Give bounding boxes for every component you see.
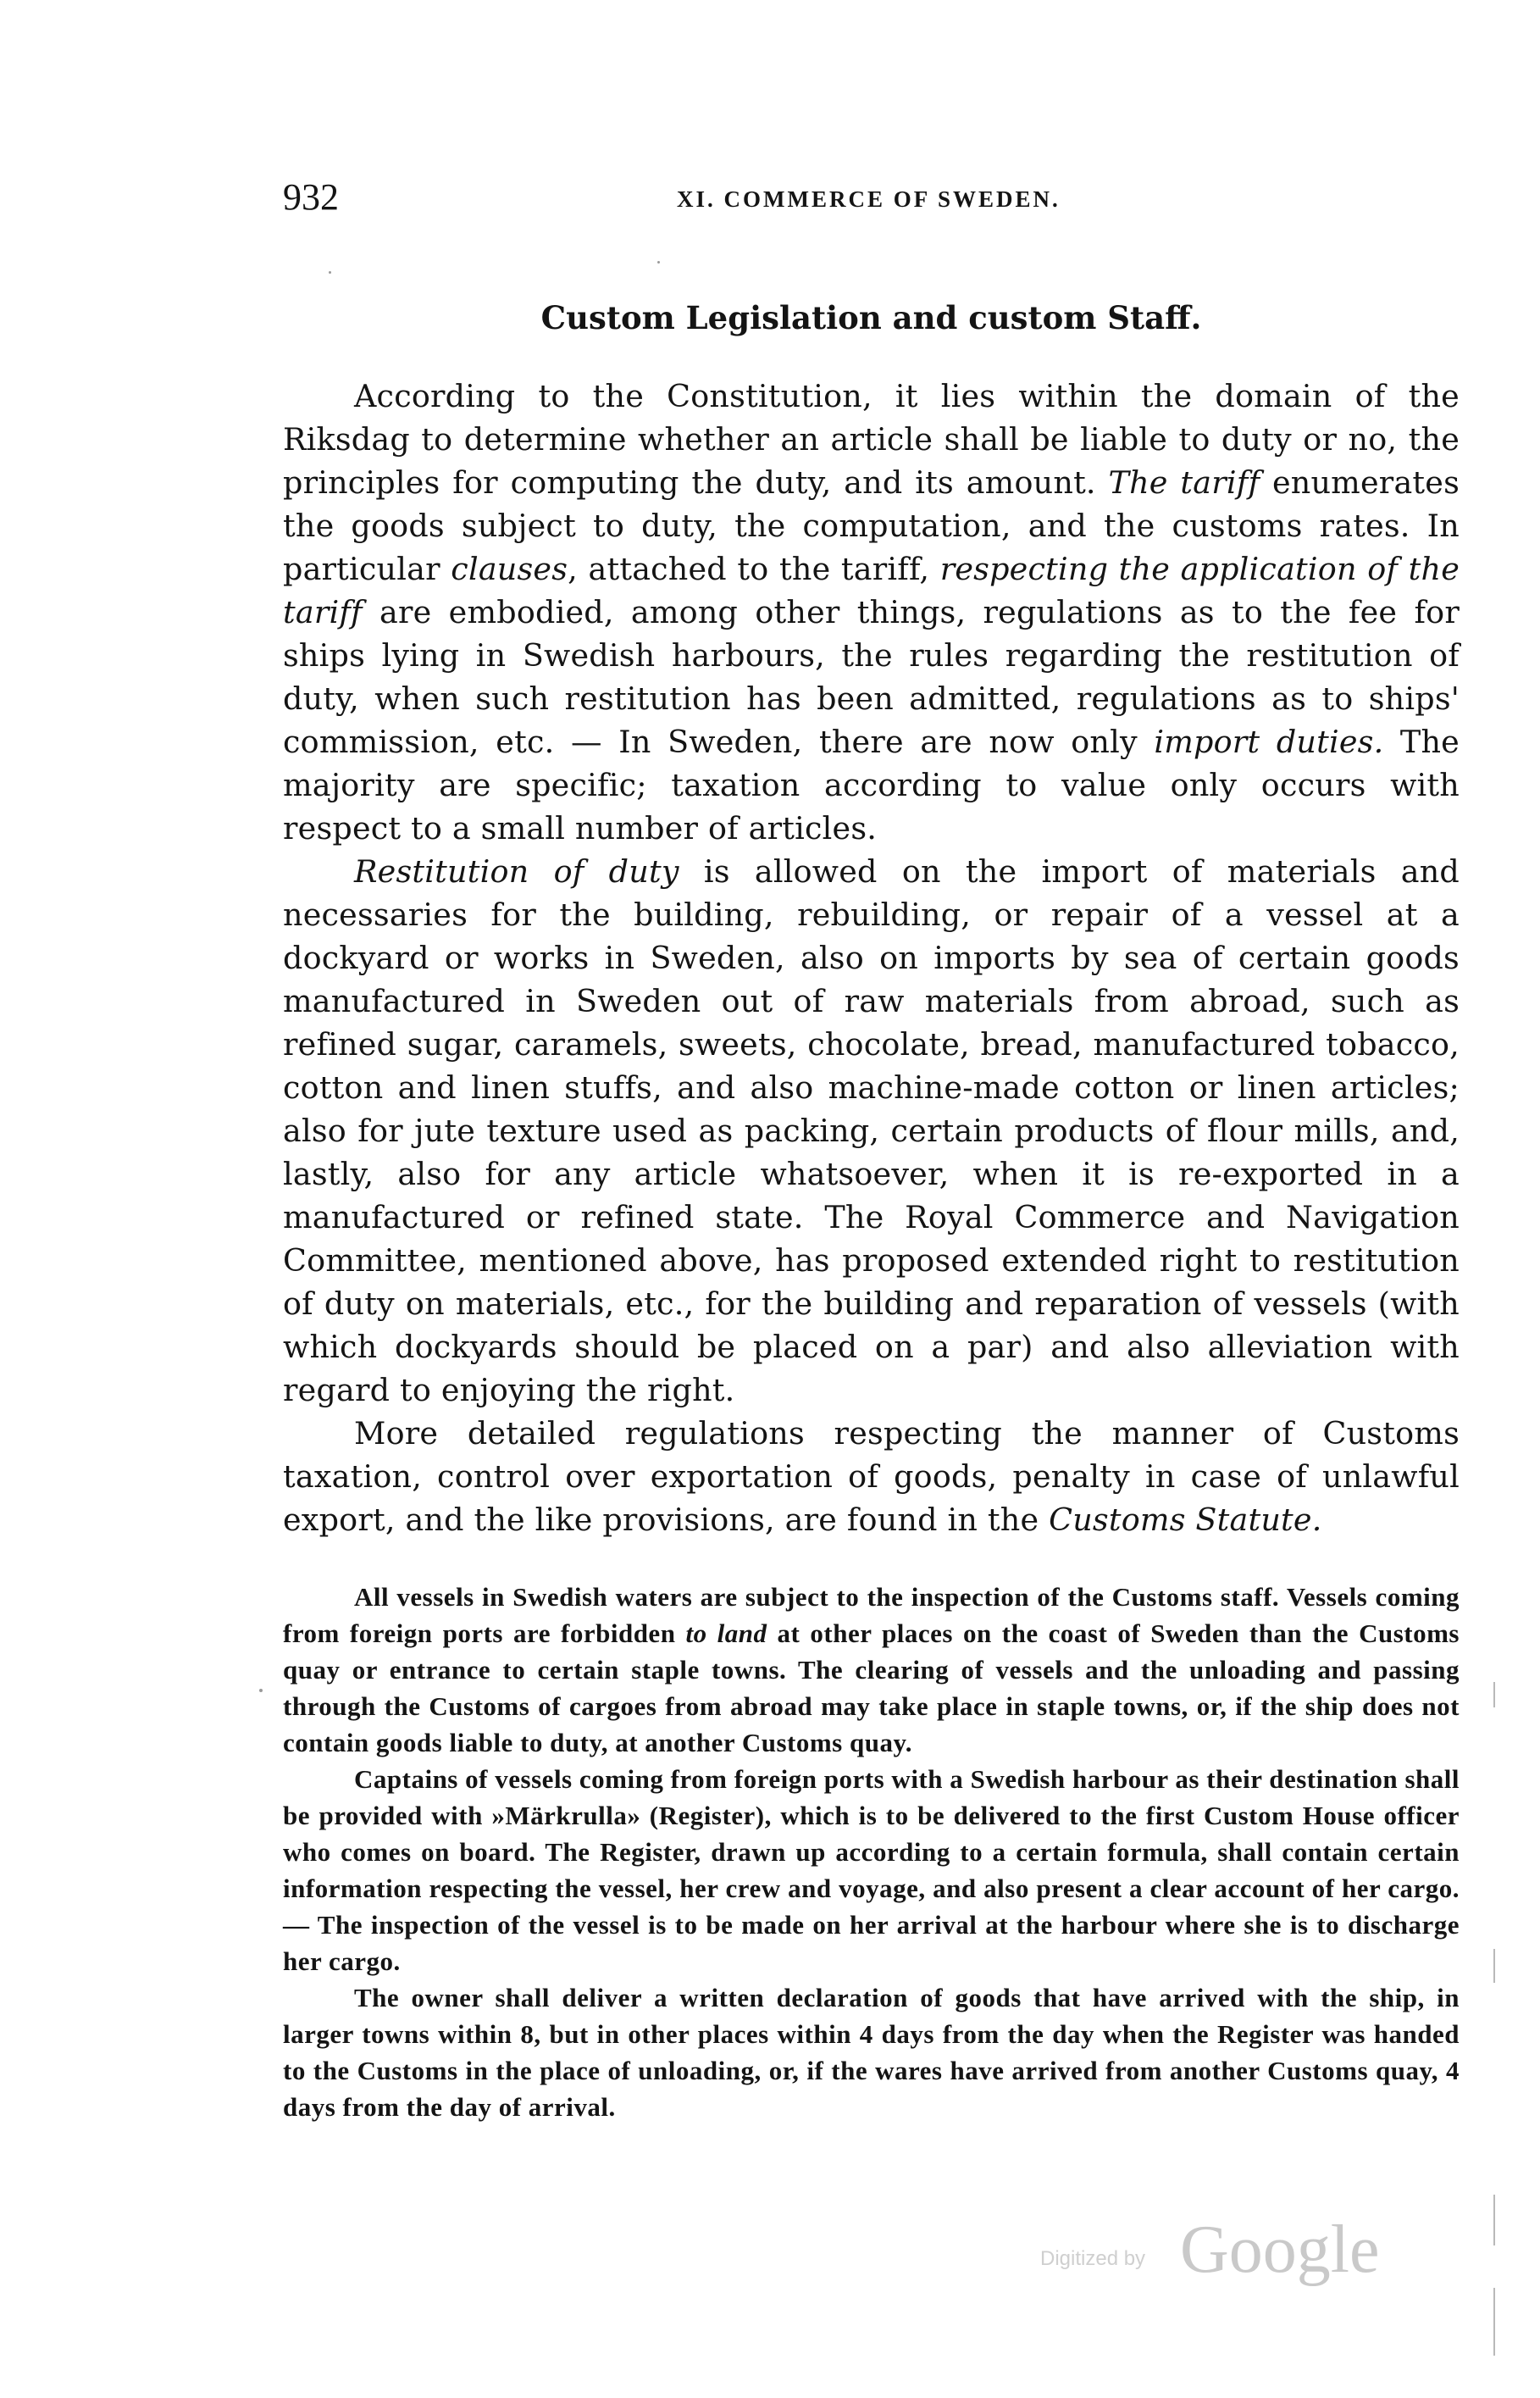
- scan-edge-mark: [1493, 2288, 1495, 2356]
- running-title: XI. COMMERCE OF SWEDEN.: [677, 186, 1061, 212]
- scan-edge-mark: [1493, 2195, 1495, 2245]
- large-type-block: [283, 375, 1460, 1541]
- paragraph-captains-register: [283, 1761, 1460, 1979]
- text-run: The majority are specific; taxation according to value only occurs with respect to a small number of articles.: [283, 724, 1460, 847]
- digitized-by-google-watermark: [1040, 2213, 1413, 2290]
- text-run: at other places on the coast of Sweden than the Customs quay or entrance to certain staple towns. The clearing of vessels and the unloading and passing through the Customs of cargoes from abroad may take place in staple towns, or, if the ship does not contain goods liable to duty, at another Customs quay.: [283, 1618, 1460, 1757]
- text-run: All vessels in Swedish waters are subject to the inspection of the Customs staff. Vessels coming from foreign ports are forbidden: [283, 1582, 1460, 1648]
- text-run: enumerates the goods subject to duty, the computation, and the customs rates. In particular: [283, 464, 1460, 587]
- italic-run: import duties.: [1154, 724, 1384, 760]
- page-number: 932: [283, 176, 339, 218]
- italic-run: Customs Statute.: [1049, 1502, 1322, 1538]
- paragraph-vessel-inspection: [283, 1579, 1460, 1761]
- text-run: is allowed on the import of materials and necessaries for the building, rebuilding, or repair of a vessel at a dockyard or works in Sweden, also on imports by sea of certain goods manufactured in Sweden out of raw materials from abroad, such as refined sugar, caramels, sweets, chocolate, bread, manufactured tobacco, cotton and linen stuffs, and also machine-made cotton or linen articles; also for jute texture used as packing, certain products of flour mills, and, lastly, also for any article whatsoever, when it is re-exported in a manufactured or refined state. The Royal Commerce and Navigation Committee, mentioned above, has proposed extended right to restitution of duty on materials, etc., for the building and reparation of vessels (with which dockyards should be placed on a par) and also alleviation with regard to enjoying the right.: [283, 853, 1460, 1408]
- scan-edge-mark: [1493, 1682, 1495, 1707]
- text-run: More detailed regulations respecting the manner of Customs taxation, control over exportation of goods, penalty in case of unlawful export, and the like provisions, are found in the: [283, 1415, 1460, 1538]
- watermark-prefix: Digitized by: [1040, 2247, 1146, 2270]
- italic-run: clauses: [451, 551, 568, 587]
- text-run: The owner shall deliver a written declaration of goods that have arrived with the ship, in larger towns within 8, but in other places within 4 days from the day when the Register was handed to the Customs in the place of unloading, or, if the wares have arrived from another Customs quay, 4 days from the day of arrival.: [283, 1983, 1460, 2122]
- small-type-block: [283, 1579, 1460, 2125]
- italic-run: The tariff: [1108, 464, 1260, 501]
- text-run: According to the Constitution, it lies within the domain of the Riksdag to determine whether an article shall be liable to duty or no, the principles for computing the duty, and its amount.: [283, 378, 1460, 501]
- scan-speck: [657, 261, 660, 264]
- paragraph-owner-declaration: [283, 1979, 1460, 2125]
- text-run: , attached to the tariff,: [568, 551, 940, 587]
- italic-run: respecting the application of the tariff: [283, 551, 1460, 630]
- text-run: are embodied, among other things, regulations as to the fee for ships lying in Swedish harbours, the rules regarding the restitution of duty, when such restitution has been admitted, regulations as to ships' commission, etc. — In Sweden, there are now only: [283, 594, 1460, 760]
- running-head: [283, 176, 1460, 227]
- scan-speck: [259, 1689, 263, 1692]
- page-body: [283, 375, 1460, 2125]
- scan-speck: [329, 271, 331, 274]
- text-run: Captains of vessels coming from foreign ports with a Swedish harbour as their destination shall be provided with »Märkrulla» (Register), which is to be delivered to the first Custom House officer who comes on board. The Register, drawn up according to a certain formula, shall contain certain information respecting the vessel, her crew and voyage, and also present a clear account of her cargo. — The inspection of the vessel is to be made on her arrival at the harbour where she is to discharge her cargo.: [283, 1764, 1460, 1976]
- paragraph-customs-statute: [283, 1412, 1460, 1541]
- scan-edge-mark: [1493, 1949, 1495, 1983]
- paragraph-restitution-of-duty: [283, 850, 1460, 1412]
- paragraph-constitution-tariff: [283, 375, 1460, 850]
- italic-run: to land: [685, 1618, 767, 1648]
- section-heading: Custom Legislation and custom Staff.: [540, 299, 1202, 336]
- google-logo: Google: [1180, 2212, 1380, 2287]
- italic-run: Restitution of duty: [354, 853, 679, 890]
